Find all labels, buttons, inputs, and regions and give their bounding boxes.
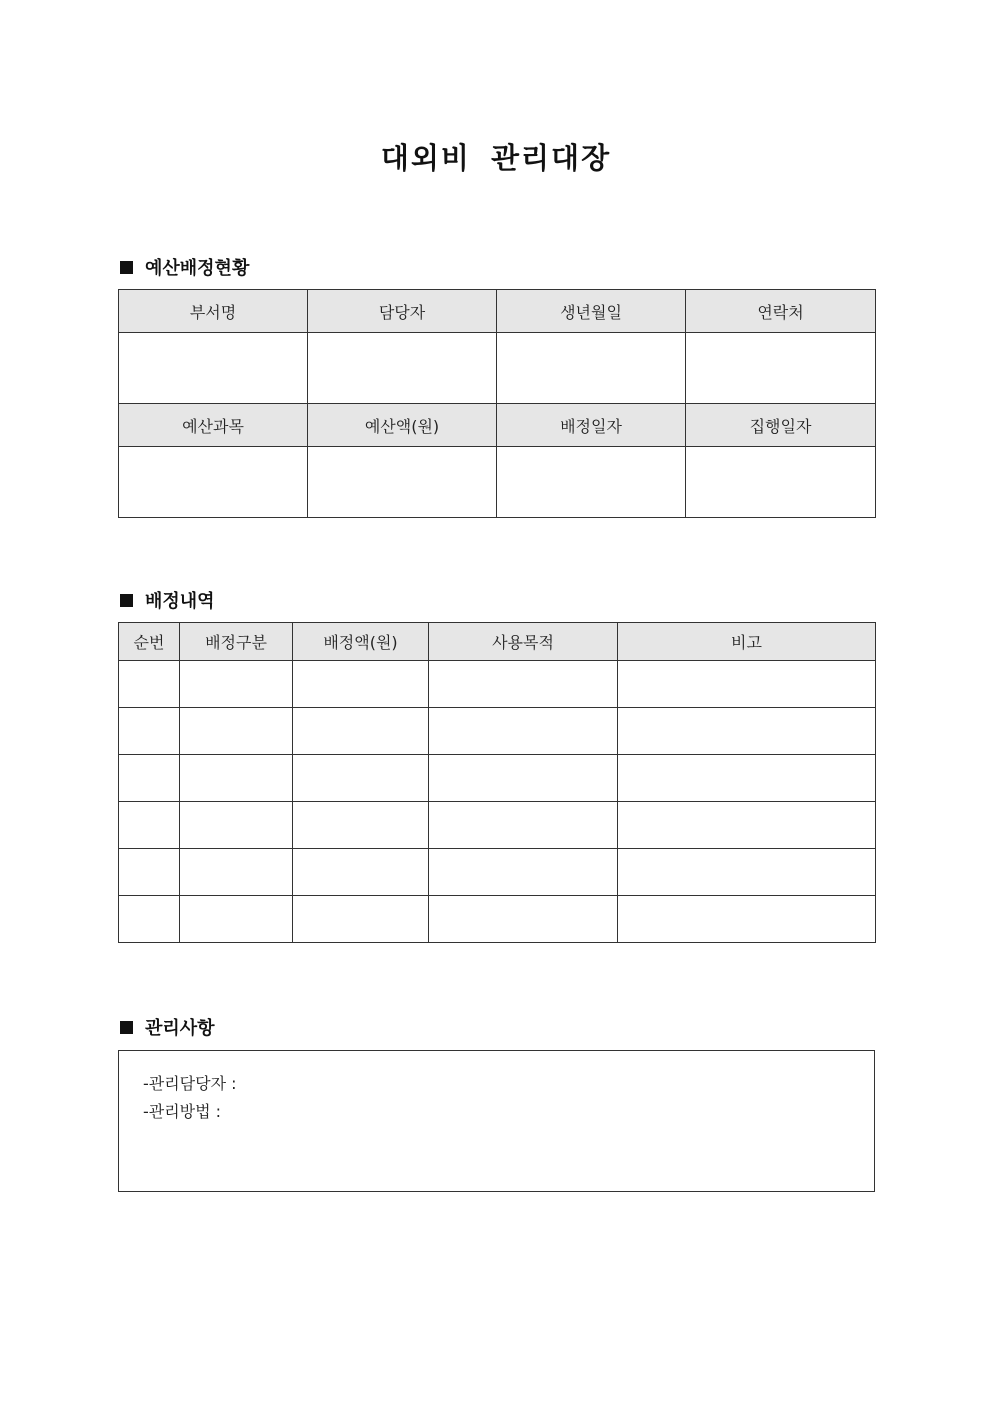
header-cell-contact: 연락처 <box>686 290 876 333</box>
table-cell[interactable] <box>429 661 618 708</box>
header-row <box>119 623 876 661</box>
table-cell[interactable] <box>429 708 618 755</box>
table-row <box>119 708 876 755</box>
input-row <box>119 447 876 518</box>
header-cell-budget-item: 예산과목 <box>119 404 308 447</box>
section-heading-label: 배정내역 <box>145 591 215 612</box>
table-cell[interactable] <box>293 802 429 849</box>
table-cell[interactable] <box>119 802 180 849</box>
method-line: -관리방법 : <box>143 1102 222 1121</box>
header-cell-purpose: 사용목적 <box>429 623 618 661</box>
header-cell-execution-date: 집행일자 <box>686 404 876 447</box>
table-cell[interactable] <box>119 661 180 708</box>
header-cell-allocation-date: 배정일자 <box>497 404 686 447</box>
management-notes-box[interactable] <box>118 1050 875 1192</box>
input-cell-manager[interactable] <box>308 333 497 404</box>
document-title: 대외비 관리대장 <box>380 141 612 175</box>
header-cell-manager: 담당자 <box>308 290 497 333</box>
table-cell[interactable] <box>180 661 293 708</box>
table-cell[interactable] <box>180 708 293 755</box>
table-cell[interactable] <box>618 896 876 943</box>
header-cell-seq: 순번 <box>119 623 180 661</box>
section-heading-allocation <box>120 587 215 613</box>
section-heading-management <box>120 1014 215 1040</box>
table-cell[interactable] <box>119 849 180 896</box>
table-cell[interactable] <box>180 802 293 849</box>
table-row <box>119 755 876 802</box>
input-cell-department[interactable] <box>119 333 308 404</box>
allocation-table <box>118 622 876 943</box>
table-cell[interactable] <box>293 755 429 802</box>
table-cell[interactable] <box>429 802 618 849</box>
table-row <box>119 661 876 708</box>
table-cell[interactable] <box>180 849 293 896</box>
table-row <box>119 802 876 849</box>
input-cell-birthdate[interactable] <box>497 333 686 404</box>
header-row <box>119 404 876 447</box>
input-cell-allocation-date[interactable] <box>497 447 686 518</box>
header-cell-department: 부서명 <box>119 290 308 333</box>
table-cell[interactable] <box>429 849 618 896</box>
table-cell[interactable] <box>618 661 876 708</box>
table-cell[interactable] <box>119 896 180 943</box>
table-cell[interactable] <box>293 849 429 896</box>
input-cell-execution-date[interactable] <box>686 447 876 518</box>
header-cell-remarks: 비고 <box>618 623 876 661</box>
section-heading-budget <box>120 254 249 280</box>
table-cell[interactable] <box>119 708 180 755</box>
header-cell-budget-amount: 예산액(원) <box>308 404 497 447</box>
table-row <box>119 849 876 896</box>
table-cell[interactable] <box>429 896 618 943</box>
table-cell[interactable] <box>618 708 876 755</box>
input-cell-budget-amount[interactable] <box>308 447 497 518</box>
table-cell[interactable] <box>293 896 429 943</box>
header-cell-birthdate: 생년월일 <box>497 290 686 333</box>
budget-status-table <box>118 289 876 518</box>
table-cell[interactable] <box>293 708 429 755</box>
table-row <box>119 896 876 943</box>
table-cell[interactable] <box>618 755 876 802</box>
header-cell-amount: 배정액(원) <box>293 623 429 661</box>
section-heading-label: 예산배정현황 <box>145 258 250 279</box>
table-cell[interactable] <box>618 802 876 849</box>
input-row <box>119 333 876 404</box>
table-cell[interactable] <box>293 661 429 708</box>
table-cell[interactable] <box>618 849 876 896</box>
table-cell[interactable] <box>180 755 293 802</box>
input-cell-contact[interactable] <box>686 333 876 404</box>
input-cell-budget-item[interactable] <box>119 447 308 518</box>
square-bullet-icon <box>120 261 133 274</box>
table-cell[interactable] <box>429 755 618 802</box>
header-cell-category: 배정구분 <box>180 623 293 661</box>
manager-line: -관리담당자 : <box>143 1074 237 1093</box>
table-cell[interactable] <box>180 896 293 943</box>
square-bullet-icon <box>120 594 133 607</box>
table-cell[interactable] <box>119 755 180 802</box>
header-row <box>119 290 876 333</box>
square-bullet-icon <box>120 1021 133 1034</box>
section-heading-label: 관리사항 <box>145 1018 215 1039</box>
